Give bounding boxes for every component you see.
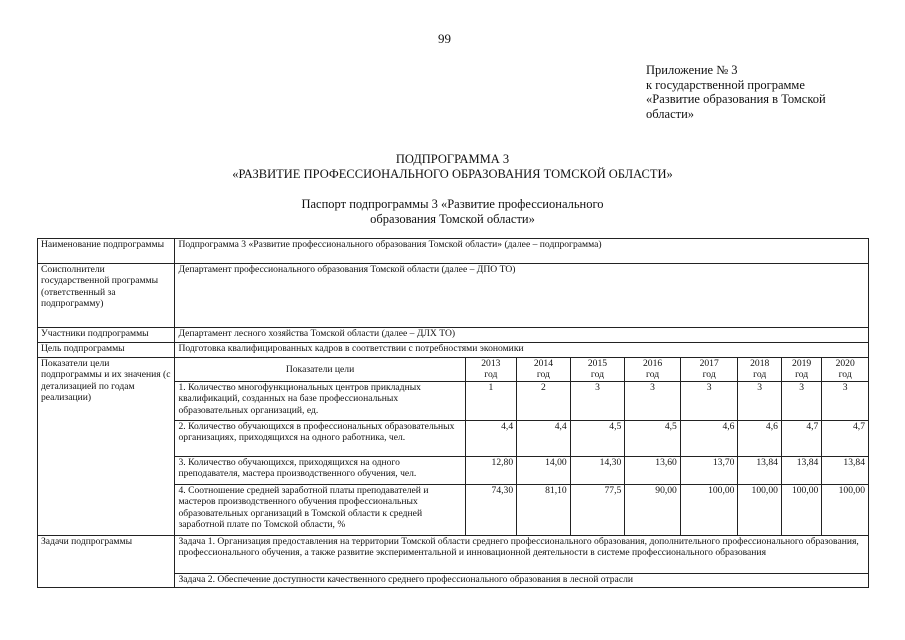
indicator-value: 3 xyxy=(680,382,738,421)
year-unit: год xyxy=(702,369,716,381)
subprogram-title-line: ПОДПРОГРАММА 3 xyxy=(395,152,510,166)
indicator-value: 81,10 xyxy=(517,485,571,536)
year-unit: год xyxy=(536,369,550,381)
appendix-line: «Развитие образования в Томской xyxy=(646,92,826,106)
year-header xyxy=(625,358,681,382)
row-value: Департамент профессионального образования Томской области (далее – ДПО ТО) xyxy=(175,264,869,328)
passport-title-line: образования Томской области» xyxy=(370,211,535,226)
row-value: Подпрограмма 3 «Развитие профессионального образования Томской области» (далее – подпрограмма) xyxy=(175,239,869,264)
indicator-value: 4,5 xyxy=(570,421,625,457)
year-header xyxy=(822,358,869,382)
indicator-value: 100,00 xyxy=(822,485,869,536)
indicator-text: 3. Количество обучающихся, приходящихся на одного преподавателя, мастера производственного обучения, чел. xyxy=(175,457,465,485)
passport-table xyxy=(37,238,869,588)
passport-title xyxy=(0,197,905,226)
indicator-value: 4,7 xyxy=(822,421,869,457)
row-label: Цель подпрограммы xyxy=(38,343,175,358)
indicator-value: 13,84 xyxy=(738,457,781,485)
indicator-value: 3 xyxy=(781,382,821,421)
appendix-line: Приложение № 3 xyxy=(646,63,738,77)
appendix-block xyxy=(646,63,826,121)
indicator-text: 1. Количество многофункциональных центров прикладных квалификаций, созданных на базе профессиональных образовательных организаций, ед. xyxy=(175,382,465,421)
indicator-value: 2 xyxy=(517,382,571,421)
table-row xyxy=(38,328,869,343)
passport-title-line: Паспорт подпрограммы 3 «Развитие профессионального xyxy=(301,197,604,211)
row-value: Подготовка квалифицированных кадров в соответствии с потребностями экономики xyxy=(175,343,869,358)
year-label: 2018 xyxy=(750,358,770,369)
year-label: 2015 xyxy=(587,358,608,369)
year-unit: год xyxy=(838,369,852,381)
indicator-value: 90,00 xyxy=(625,485,681,536)
year-header xyxy=(680,358,738,382)
indicator-value: 14,30 xyxy=(570,457,625,485)
year-label: 2014 xyxy=(533,358,553,369)
indicator-value: 4,6 xyxy=(738,421,781,457)
indicator-value: 74,30 xyxy=(465,485,517,536)
indicator-value: 1 xyxy=(465,382,517,421)
indicator-value: 14,00 xyxy=(517,457,571,485)
year-header xyxy=(465,358,517,382)
row-label: Участники подпрограммы xyxy=(38,328,175,343)
year-label: 2016 xyxy=(642,358,663,369)
task-item: Задача 2. Обеспечение доступности качественного среднего профессионального образования в лесной отрасли xyxy=(175,574,869,588)
indicator-value: 4,4 xyxy=(465,421,517,457)
year-unit: год xyxy=(484,369,498,381)
table-row xyxy=(38,343,869,358)
indicator-value: 13,60 xyxy=(625,457,681,485)
indicator-value: 100,00 xyxy=(781,485,821,536)
page-number: 99 xyxy=(438,31,451,46)
indicator-value: 3 xyxy=(738,382,781,421)
indicator-value: 3 xyxy=(570,382,625,421)
year-unit: год xyxy=(753,369,767,381)
table-row xyxy=(38,358,869,382)
indicator-value: 12,80 xyxy=(465,457,517,485)
indicator-value: 3 xyxy=(822,382,869,421)
table-row xyxy=(38,536,869,574)
appendix-line: к государственной программе xyxy=(646,77,805,92)
row-label: Наименование подпрограммы xyxy=(38,239,175,264)
appendix-line: области» xyxy=(646,106,695,121)
year-header xyxy=(781,358,821,382)
year-header xyxy=(570,358,625,382)
indicator-value: 13,84 xyxy=(781,457,821,485)
indicator-value: 3 xyxy=(625,382,681,421)
indicator-value: 13,70 xyxy=(680,457,738,485)
year-unit: год xyxy=(795,369,809,381)
year-header xyxy=(738,358,781,382)
indicators-header: Показатели цели xyxy=(175,358,465,382)
indicator-value: 4,7 xyxy=(781,421,821,457)
row-label: Соисполнители государственной программы (ответственный за подпрограмму) xyxy=(38,264,175,328)
year-label: 2013 xyxy=(481,358,501,369)
indicator-value: 100,00 xyxy=(680,485,738,536)
indicator-text: 4. Соотношение средней заработной платы преподавателей и мастеров производственного обучения профессиональных образовательных организаций в Томской области к средней заработной плате по Томской области, % xyxy=(175,485,465,536)
task-item: Задача 1. Организация предоставления на территории Томской области среднего профессионального образования, дополнительного профессионального образования, профессионального обучения, а также развитие экспериментальной и инновационной деятельности в системе профессионального образования xyxy=(175,536,869,574)
table-row xyxy=(38,264,869,328)
indicator-text: 2. Количество обучающихся в профессиональных образовательных организациях, приходящихся на одного работника, чел. xyxy=(175,421,465,457)
indicator-value: 77,5 xyxy=(570,485,625,536)
indicator-value: 4,6 xyxy=(680,421,738,457)
year-label: 2019 xyxy=(792,358,812,369)
row-label: Задачи подпрограммы xyxy=(38,536,175,588)
indicator-value: 4,5 xyxy=(625,421,681,457)
year-unit: год xyxy=(646,369,660,381)
year-unit: год xyxy=(590,369,605,381)
subprogram-title xyxy=(0,152,905,181)
year-header xyxy=(517,358,571,382)
year-label: 2017 xyxy=(699,358,719,369)
row-value: Департамент лесного хозяйства Томской области (далее – ДЛХ ТО) xyxy=(175,328,869,343)
indicator-value: 4,4 xyxy=(517,421,571,457)
indicator-value: 13,84 xyxy=(822,457,869,485)
indicator-value: 100,00 xyxy=(738,485,781,536)
subprogram-title-line: «РАЗВИТИЕ ПРОФЕССИОНАЛЬНОГО ОБРАЗОВАНИЯ ТОМСКОЙ ОБЛАСТИ» xyxy=(232,166,673,181)
table-row xyxy=(38,239,869,264)
year-label: 2020 xyxy=(835,358,855,369)
row-label: Показатели цели подпрограммы и их значения (с детализацией по годам реализации) xyxy=(38,358,175,536)
